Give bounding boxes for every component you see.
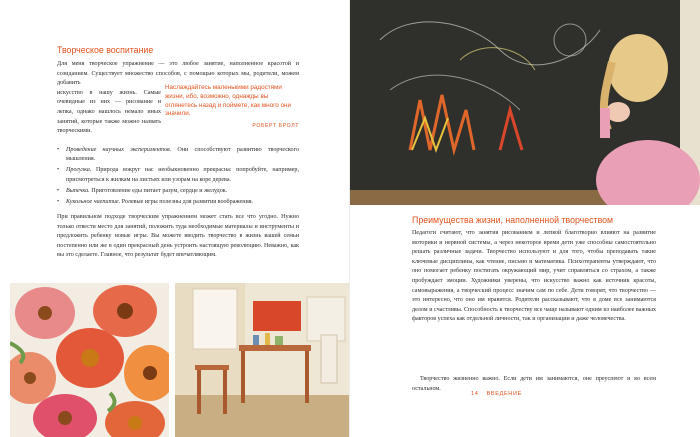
pull-quote xyxy=(165,84,299,129)
chalkboard-illustration xyxy=(350,0,700,205)
activity-list xyxy=(57,146,299,208)
list-item-text: Ролевые игры полезны для развития воображения. xyxy=(120,198,254,205)
list-item xyxy=(57,198,299,207)
list-item-term: Выпечка. xyxy=(66,187,90,194)
chalkboard-photo xyxy=(350,0,700,205)
body-paragraph-closing: Творчество жизненно важно. Если дети им занимаются, оне преуспеют и во всем остальном. xyxy=(412,376,656,392)
pull-quote-author: РОБЕРТ БРОЛТ xyxy=(252,123,299,130)
section-title-benefits: Преимущества жизни, наполненной творчеством xyxy=(412,215,614,225)
page-number: 14 xyxy=(471,391,479,397)
intro-text-b: искусство в нашу жизнь. Самые очевидные из них — рисование и лепка, однако нашлось немало иных занятий, которые также можно назвать творческими. xyxy=(57,89,161,135)
list-item-term: Проведение научных экспериментов. xyxy=(66,147,172,153)
page-footer xyxy=(471,391,522,397)
pull-quote-text: Наслаждайтесь маленькими радостями жизни, ибо, возможно, однажды вы оглянетесь назад и поймете, как много они значили. xyxy=(165,84,291,118)
list-item-term: Прогулка. xyxy=(66,167,92,174)
body-paragraph: Педагоги считают, что занятия рисованием и лепкой благотворно влияют на развитие моторики и нервной системы, а через некоторое время дети уже способны самостоятельно решать различные задачи. Творчество используют и для того, чтобы преподавать такие ключевые дисциплины, как чтение, письмо и математика. Психотерапевты утверждают, что оно помогает ребенку постигать окружающий мир, учит справляться со страхом, а также пробуждает эмоции. Художники уверены, что искусство важно как источник красоты, самовыражения, а творческий процесс значим сам по себе. Дети говорят, что творчество — это интересно, что оно им нравится. Родители рассказывают, что в доме все занимаются делом и счастливы. Способность к творчеству все чаще называют одним из наиболее важных факторов успеха как отдельной личности, так и организации и даже человечества. xyxy=(412,230,656,323)
list-item-text: Природа вокруг нас необыкновенно прекрасна: попробуйте, например, присмотреться к жилкам на листьях или узорам на коре дерева. xyxy=(66,167,299,183)
section-name: ВВЕДЕНИЕ xyxy=(486,391,522,397)
playroom-photo xyxy=(175,283,350,437)
list-item xyxy=(57,166,299,185)
section-title-creative-upbringing: Творческое воспитание xyxy=(57,45,154,55)
list-item xyxy=(57,187,299,196)
playroom-illustration xyxy=(175,283,350,437)
list-item-term: Кукольное чаепитие. xyxy=(66,198,121,205)
body-paragraph: При правильном подходе творческим упражнением может стать все что угодно. Нужно только отвести место для занятий, положить туда необходимые материалы и инструменты и предложить ребенку новые игры. Вы можете вводить творчество в жизнь вашей семьи постепенно или же в один прекрасный день устроить настоящую революцию. Неважно, как вы это сделаете. Главное, что результат будет впечатляющим. xyxy=(57,214,299,259)
flowers-photo xyxy=(10,283,169,437)
intro-text-a: Для меня творческое упражнение — это любое занятие, наполненное красотой и созиданием. Существует множество способов, с помощью которых мы, родители, можем добавить xyxy=(57,61,299,87)
list-item xyxy=(57,146,299,165)
flowers-illustration xyxy=(10,283,169,437)
list-item-text: Они способствуют развитию творческого мышления. xyxy=(66,147,299,163)
list-item-text: Приготовление еды питает разум, сердце и желудок. xyxy=(89,187,228,194)
